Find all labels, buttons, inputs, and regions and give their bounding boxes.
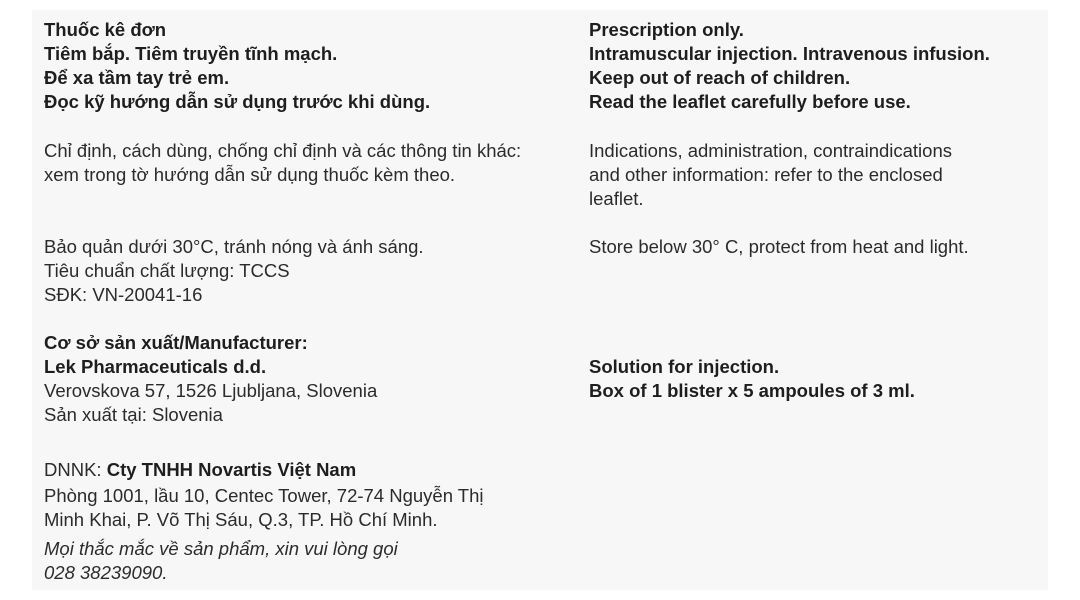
importer-address-2: Minh Khai, P. Võ Thị Sáu, Q.3, TP. Hồ Chí Minh. (44, 509, 438, 530)
quality-standard: Tiêu chuẩn chất lượng: TCCS (44, 260, 290, 281)
manufacturer-name: Lek Pharmaceuticals d.d. (44, 356, 267, 377)
info-line-1-en: Indications, administration, contraindications (589, 140, 952, 161)
children-warning-en: Keep out of reach of children. (589, 67, 851, 88)
label-panel (32, 10, 1048, 590)
pack-size: Box of 1 blister x 5 ampoules of 3 ml. (589, 380, 915, 401)
importer-name: Cty TNHH Novartis Việt Nam (106, 459, 357, 480)
dosage-form: Solution for injection. (589, 356, 780, 377)
importer-address-1: Phòng 1001, lầu 10, Centec Tower, 72-74 Nguyễn Thị (44, 485, 484, 506)
info-line-2-vi: xem trong tờ hướng dẫn sử dụng thuốc kèm theo. (44, 164, 456, 185)
contact-phone: 028 38239090. (44, 562, 168, 583)
injection-route-vi: Tiêm bắp. Tiêm truyền tĩnh mạch. (44, 43, 338, 64)
manufacturer-address: Verovskova 57, 1526 Ljubljana, Slovenia (44, 380, 378, 401)
contact-line-1: Mọi thắc mắc về sản phẩm, xin vui lòng gọi (44, 538, 398, 559)
manufacturer-heading: Cơ sở sản xuất/Manufacturer: (44, 332, 308, 353)
info-line-1-vi: Chỉ định, cách dùng, chống chỉ định và các thông tin khác: (44, 140, 522, 161)
info-line-2-en: and other information: refer to the enclosed (589, 164, 943, 185)
registration-number: SĐK: VN-20041-16 (44, 284, 203, 305)
made-in: Sản xuất tại: Slovenia (44, 404, 223, 425)
storage-vi: Bảo quản dưới 30°C, tránh nóng và ánh sáng. (44, 236, 424, 257)
prescription-vi: Thuốc kê đơn (44, 19, 167, 40)
importer-label: DNNK: (44, 459, 102, 480)
info-line-3-en: leaflet. (589, 188, 644, 209)
prescription-en: Prescription only. (589, 19, 744, 40)
read-leaflet-en: Read the leaflet carefully before use. (589, 91, 911, 112)
read-leaflet-vi: Đọc kỹ hướng dẫn sử dụng trước khi dùng. (44, 91, 431, 112)
children-warning-vi: Để xa tầm tay trẻ em. (44, 67, 230, 88)
importer (44, 458, 356, 482)
storage-en: Store below 30° C, protect from heat and light. (589, 236, 969, 257)
injection-route-en: Intramuscular injection. Intravenous infusion. (589, 43, 990, 64)
